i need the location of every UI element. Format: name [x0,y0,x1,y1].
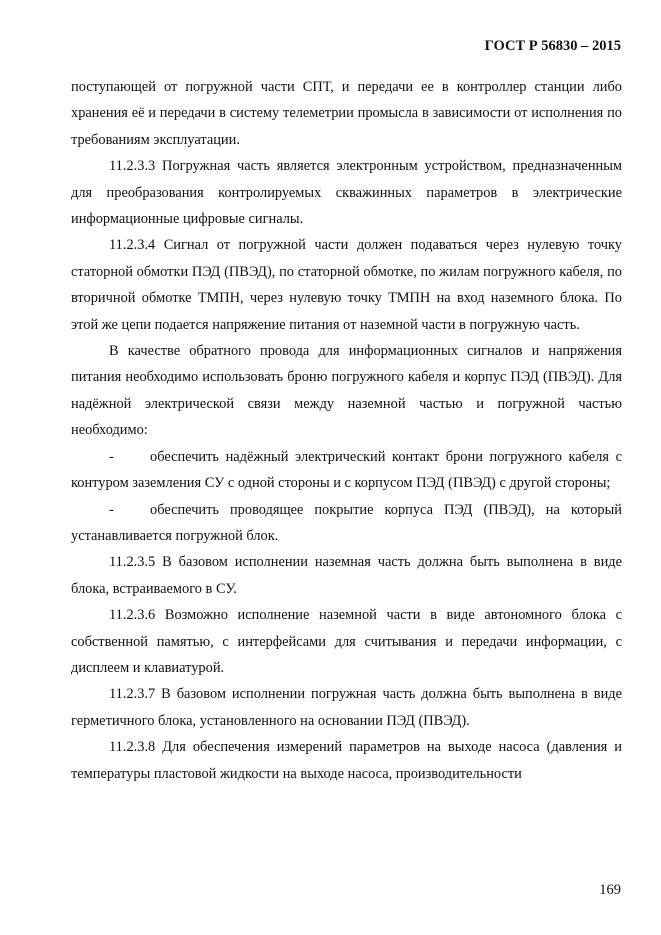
list-item-text: обеспечить проводящее покрытие корпуса ПЭД (ПВЭД), на который устанавливается погружной блок. [71,501,622,544]
paragraph-11-2-3-3: 11.2.3.3 Погружная часть является электронным устройством, предназначенным для преобразования контролируемых скважинных параметров в электрические информационные цифровые сигналы. [71,158,622,228]
paragraph-return-wire: В качестве обратного провода для информационных сигналов и напряжения питания необходимо использовать броню погружного кабеля и корпус ПЭД (ПВЭД). Для надёжной электрической связи между наземной частью и погружной частью необходимо: [71,343,622,439]
paragraph-11-2-3-5: 11.2.3.5 В базовом исполнении наземная часть должна быть выполнена в виде блока, встраиваемого в СУ. [71,554,622,597]
paragraph-11-2-3-7: 11.2.3.7 В базовом исполнении погружная часть должна быть выполнена в виде герметичного блока, установленного на основании ПЭД (ПВЭД). [71,686,622,729]
page-number: 169 [599,882,621,898]
paragraph-11-2-3-6: 11.2.3.6 Возможно исполнение наземной части в виде автономного блока с собственной памятью, с интерфейсами для считывания и передачи информации, с дисплеем и клавиатурой. [71,607,622,676]
list-item [71,444,622,497]
document-body [71,74,622,787]
paragraph-11-2-3-8: 11.2.3.8 Для обеспечения измерений параметров на выходе насоса (давления и температуры пластовой жидкости на выходе насоса, производительности [71,739,622,782]
list-dash-marker: - [109,448,114,465]
paragraph-11-2-3-4: 11.2.3.4 Сигнал от погружной части должен подаваться через нулевую точку статорной обмотки ПЭД (ПВЭД), по статорной обмотке, по жилам погружного кабеля, по вторичной обмотке ТМПН, через нулевую точку ТМПН на вход наземного блока. По этой же цепи подается напряжение питания от наземной части в погружную часть. [71,237,622,333]
list-dash-marker: - [109,501,114,518]
list-item [71,497,622,550]
list-item-text: обеспечить надёжный электрический контакт брони погружного кабеля с контуром заземления СУ с одной стороны и с корпусом ПЭД (ПВЭД) с другой стороны; [71,448,622,492]
document-header: ГОСТ Р 56830 – 2015 [484,38,621,54]
paragraph-continuation: поступающей от погружной части СПТ, и передачи ее в контроллер станции либо хранения её и передачи в систему телеметрии промысла в зависимости от исполнения по требованиям эксплуатации. [71,79,622,148]
